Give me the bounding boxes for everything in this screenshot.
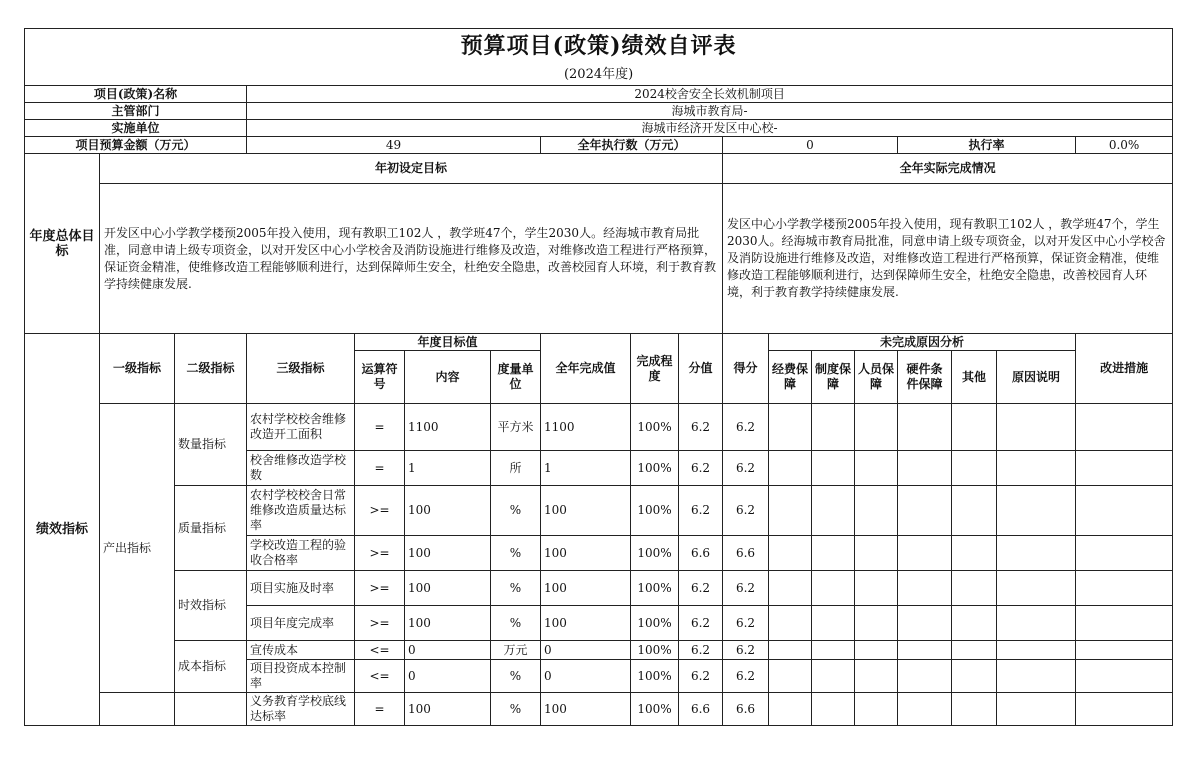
reason-cell [855,660,898,693]
indicator-operator: = [355,451,405,486]
annual-goal-label: 年度总体目标 [25,154,100,334]
indicator-operator: <= [355,660,405,693]
indicator-score: 6.2 [679,404,723,451]
level1-output: 产出指标 [100,404,175,693]
reason-cell [855,693,898,726]
indicator-unit: 平方米 [491,404,541,451]
reason-cell [952,693,997,726]
exec-value: 0 [723,137,898,154]
indicator-operator: = [355,404,405,451]
reason-cell [769,693,812,726]
indicator-actual: 100 [541,693,631,726]
col-level3: 三级指标 [247,334,355,404]
improve-cell [1076,451,1173,486]
reason-cell [952,486,997,536]
indicator-unit: 万元 [491,641,541,660]
indicator-unit: % [491,536,541,571]
indicator-operator: = [355,693,405,726]
col-got: 得分 [723,334,769,404]
reason-cell [898,486,952,536]
rate-value: 0.0% [1076,137,1173,154]
col-reason-staff: 人员保障 [855,351,898,404]
indicator-name: 校舍维修改造学校数 [247,451,355,486]
indicator-got: 6.2 [723,404,769,451]
indicator-actual: 0 [541,641,631,660]
indicator-completion: 100% [631,606,679,641]
reason-cell [769,404,812,451]
indicator-content: 100 [405,571,491,606]
reason-cell [898,693,952,726]
indicator-score: 6.2 [679,451,723,486]
reason-cell [812,404,855,451]
unit-value: 海城市经济开发区中心校- [247,120,1173,137]
reason-cell [898,536,952,571]
indicator-score: 6.2 [679,486,723,536]
reason-cell [812,693,855,726]
col-level1: 一级指标 [100,334,175,404]
reason-cell [855,404,898,451]
project-name-value: 2024校舍安全长效机制项目 [247,86,1173,103]
indicator-content: 100 [405,693,491,726]
reason-cell [898,571,952,606]
reason-cell [952,660,997,693]
indicator-actual: 0 [541,660,631,693]
indicator-got: 6.2 [723,641,769,660]
reason-cell [812,660,855,693]
reason-cell [812,606,855,641]
indicator-name: 义务教育学校底线达标率 [247,693,355,726]
indicator-operator: <= [355,641,405,660]
improve-cell [1076,660,1173,693]
indicator-actual: 100 [541,606,631,641]
indicator-content: 0 [405,660,491,693]
self-evaluation-sheet [24,28,1166,726]
col-reason-other: 其他 [952,351,997,404]
reason-cell [769,571,812,606]
actual-completion-header: 全年实际完成情况 [723,154,1173,184]
improve-cell [1076,404,1173,451]
col-reason-system: 制度保障 [812,351,855,404]
reason-cell [997,693,1076,726]
evaluation-table [24,28,1173,726]
col-level2: 二级指标 [175,334,247,404]
dept-label: 主管部门 [25,103,247,120]
reason-cell [898,451,952,486]
indicator-score: 6.6 [679,693,723,726]
improve-cell [1076,486,1173,536]
indicator-completion: 100% [631,451,679,486]
indicator-completion: 100% [631,641,679,660]
reason-cell [769,660,812,693]
col-reason-desc: 原因说明 [997,351,1076,404]
reason-cell [997,606,1076,641]
reason-cell [769,451,812,486]
reason-cell [997,641,1076,660]
reason-cell [855,536,898,571]
initial-goal-text: 开发区中心小学教学楼预2005年投入使用，现有教职工102人 ，教学班47个，学生2030人。经海城市教育局批准，同意申请上级专项资金，以对开发区中心小学校舍及消防设施进行维修及改造，对维修改造工程进行严格预算，保证资金精准，使维修改造工程能够顺利进行，达到保障师生安全，杜绝安全隐患，改善校园育人环境，利于教育教学持续健康发展. [100,184,723,334]
level2-timeliness: 时效指标 [175,571,247,641]
indicator-completion: 100% [631,660,679,693]
improve-cell [1076,641,1173,660]
reason-cell [952,606,997,641]
reason-cell [898,660,952,693]
indicator-operator: >= [355,536,405,571]
col-completion: 完成程度 [631,334,679,404]
indicator-name: 项目实施及时率 [247,571,355,606]
reason-cell [855,606,898,641]
level1-cell [100,693,175,726]
reason-cell [769,486,812,536]
col-reason-group: 未完成原因分析 [769,334,1076,351]
indicator-score: 6.2 [679,571,723,606]
indicator-completion: 100% [631,571,679,606]
indicator-got: 6.2 [723,571,769,606]
improve-cell [1076,693,1173,726]
indicator-got: 6.6 [723,536,769,571]
col-improve: 改进措施 [1076,334,1173,404]
table-row [25,571,1173,606]
indicator-content: 0 [405,641,491,660]
reason-cell [855,571,898,606]
actual-completion-text: 发区中心小学教学楼预2005年投入使用，现有教职工102人 ，教学班47个，学生2030人。经海城市教育局批准，同意申请上级专项资金，以对开发区中心小学校舍及消防设施进行维修及改造，对维修改造工程进行严格预算，保证资金精准，使维修改造工程能够顺利进行，达到保障师生安全，杜绝安全隐患，改善校园育人环境，利于教育教学持续健康发展. [723,184,1173,334]
level2-cell [175,693,247,726]
reason-cell [997,451,1076,486]
indicator-name: 农村学校校舍日常维修改造质量达标率 [247,486,355,536]
unit-label: 实施单位 [25,120,247,137]
improve-cell [1076,606,1173,641]
col-actual: 全年完成值 [541,334,631,404]
indicator-unit: % [491,606,541,641]
reason-cell [997,571,1076,606]
indicator-actual: 100 [541,536,631,571]
indicator-completion: 100% [631,404,679,451]
indicator-content: 1100 [405,404,491,451]
reason-cell [997,404,1076,451]
reason-cell [952,404,997,451]
indicator-unit: % [491,571,541,606]
col-content: 内容 [405,351,491,404]
reason-cell [952,641,997,660]
initial-goal-header: 年初设定目标 [100,154,723,184]
indicator-operator: >= [355,486,405,536]
reason-cell [812,641,855,660]
col-reason-fund: 经费保障 [769,351,812,404]
indicator-name: 农村学校校舍维修改造开工面积 [247,404,355,451]
exec-label: 全年执行数（万元） [541,137,723,154]
reason-cell [898,641,952,660]
improve-cell [1076,571,1173,606]
level2-quality: 质量指标 [175,486,247,571]
table-row [25,693,1173,726]
reason-cell [812,451,855,486]
col-score: 分值 [679,334,723,404]
col-reason-hardware: 硬件条件保障 [898,351,952,404]
col-unit: 度量单位 [491,351,541,404]
budget-label: 项目预算金额（万元） [25,137,247,154]
reason-cell [855,641,898,660]
report-year: (2024年度) [25,63,1173,86]
indicator-got: 6.2 [723,606,769,641]
indicator-content: 100 [405,536,491,571]
indicator-actual: 100 [541,571,631,606]
indicator-unit: % [491,486,541,536]
col-target-group: 年度目标值 [355,334,541,351]
indicator-got: 6.6 [723,693,769,726]
col-operator: 运算符号 [355,351,405,404]
rate-label: 执行率 [898,137,1076,154]
reason-cell [997,536,1076,571]
indicator-got: 6.2 [723,660,769,693]
reason-cell [952,451,997,486]
indicator-operator: >= [355,571,405,606]
indicator-got: 6.2 [723,451,769,486]
reason-cell [898,404,952,451]
reason-cell [855,486,898,536]
level2-quantity: 数量指标 [175,404,247,486]
indicator-actual: 1 [541,451,631,486]
reason-cell [812,536,855,571]
indicator-score: 6.6 [679,536,723,571]
reason-cell [769,641,812,660]
budget-value: 49 [247,137,541,154]
indicator-name: 学校改造工程的验收合格率 [247,536,355,571]
indicator-score: 6.2 [679,641,723,660]
reason-cell [769,536,812,571]
table-row [25,486,1173,536]
reason-cell [997,486,1076,536]
indicator-unit: % [491,693,541,726]
indicator-completion: 100% [631,536,679,571]
improve-cell [1076,536,1173,571]
indicator-name: 项目年度完成率 [247,606,355,641]
indicator-actual: 1100 [541,404,631,451]
page-title: 预算项目(政策)绩效自评表 [25,29,1173,64]
table-row [25,404,1173,451]
indicator-completion: 100% [631,693,679,726]
indicator-completion: 100% [631,486,679,536]
performance-label: 绩效指标 [25,334,100,726]
level2-cost: 成本指标 [175,641,247,693]
indicator-actual: 100 [541,486,631,536]
table-row [25,641,1173,660]
indicator-name: 宣传成本 [247,641,355,660]
indicator-score: 6.2 [679,660,723,693]
indicator-content: 1 [405,451,491,486]
indicator-unit: 所 [491,451,541,486]
reason-cell [952,536,997,571]
indicator-score: 6.2 [679,606,723,641]
reason-cell [997,660,1076,693]
reason-cell [952,571,997,606]
indicator-got: 6.2 [723,486,769,536]
indicator-operator: >= [355,606,405,641]
reason-cell [812,571,855,606]
dept-value: 海城市教育局- [247,103,1173,120]
indicator-name: 项目投资成本控制率 [247,660,355,693]
project-name-label: 项目(政策)名称 [25,86,247,103]
reason-cell [769,606,812,641]
indicator-content: 100 [405,606,491,641]
indicator-unit: % [491,660,541,693]
indicator-content: 100 [405,486,491,536]
reason-cell [898,606,952,641]
reason-cell [855,451,898,486]
reason-cell [812,486,855,536]
